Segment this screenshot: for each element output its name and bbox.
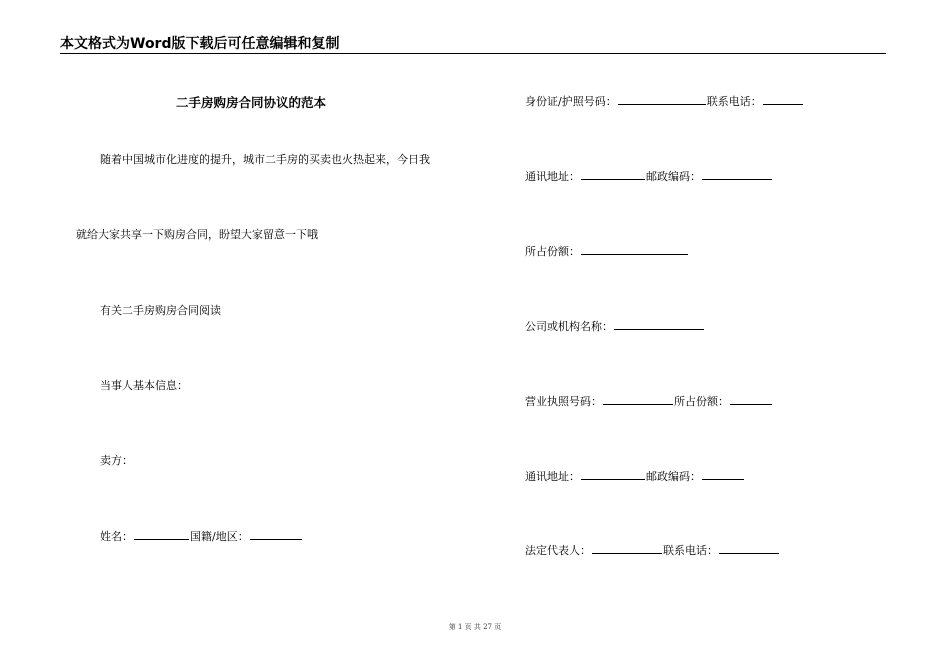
id-label: 身份证/护照号码： bbox=[525, 95, 617, 108]
intro-line-1: 随着中国城市化进度的提升，城市二手房的买卖也火热起来，今日我 bbox=[100, 153, 430, 166]
intro-line-2: 就给大家共享一下购房合同，盼望大家留意一下哦 bbox=[76, 228, 318, 241]
legal-rep-phone-line bbox=[525, 542, 780, 558]
page-number: 第 1 页 共 27 页 bbox=[448, 623, 502, 631]
address-postcode-line-2 bbox=[525, 468, 745, 484]
section-heading: 有关二手房购房合同阅读 bbox=[100, 304, 221, 317]
phone-label-1: 联系电话： bbox=[706, 95, 762, 108]
name-nationality-line bbox=[100, 528, 303, 544]
company-line bbox=[525, 318, 705, 334]
license-share-line bbox=[525, 393, 773, 409]
name-label: 姓名： bbox=[100, 530, 133, 543]
share-blank-1 bbox=[581, 243, 688, 255]
id-blank bbox=[618, 93, 706, 105]
phone-blank-1 bbox=[763, 93, 803, 105]
address-blank-2 bbox=[581, 468, 645, 480]
legal-rep-blank bbox=[592, 542, 662, 554]
share-line-1 bbox=[525, 243, 689, 259]
nationality-blank bbox=[250, 528, 302, 540]
company-blank bbox=[614, 318, 704, 330]
address-blank-1 bbox=[581, 168, 645, 180]
postcode-blank-1 bbox=[702, 168, 772, 180]
document-header: 本文格式为Word版下载后可任意编辑和复制 bbox=[60, 36, 340, 52]
document-title: 二手房购房合同协议的范本 bbox=[176, 95, 327, 110]
license-label: 营业执照号码： bbox=[525, 395, 602, 408]
postcode-label-1: 邮政编码： bbox=[646, 170, 701, 183]
header-divider bbox=[60, 53, 886, 54]
license-blank bbox=[603, 393, 673, 405]
phone-blank-2 bbox=[719, 542, 779, 554]
id-phone-line bbox=[525, 93, 804, 109]
share-label-2: 所占份额： bbox=[674, 395, 729, 408]
company-label: 公司或机构名称： bbox=[525, 320, 613, 333]
address-label-2: 通讯地址： bbox=[525, 470, 580, 483]
address-postcode-line-1 bbox=[525, 168, 773, 184]
share-label-1: 所占份额： bbox=[525, 245, 580, 258]
postcode-label-2: 邮政编码： bbox=[646, 470, 701, 483]
address-label-1: 通讯地址： bbox=[525, 170, 580, 183]
nationality-label: 国籍/地区： bbox=[190, 530, 249, 543]
share-blank-2 bbox=[730, 393, 772, 405]
name-blank bbox=[134, 528, 189, 540]
phone-label-2: 联系电话： bbox=[663, 544, 718, 557]
postcode-blank-2 bbox=[702, 468, 744, 480]
parties-heading: 当事人基本信息： bbox=[100, 379, 188, 392]
seller-heading: 卖方： bbox=[100, 454, 133, 467]
legal-rep-label: 法定代表人： bbox=[525, 544, 591, 557]
